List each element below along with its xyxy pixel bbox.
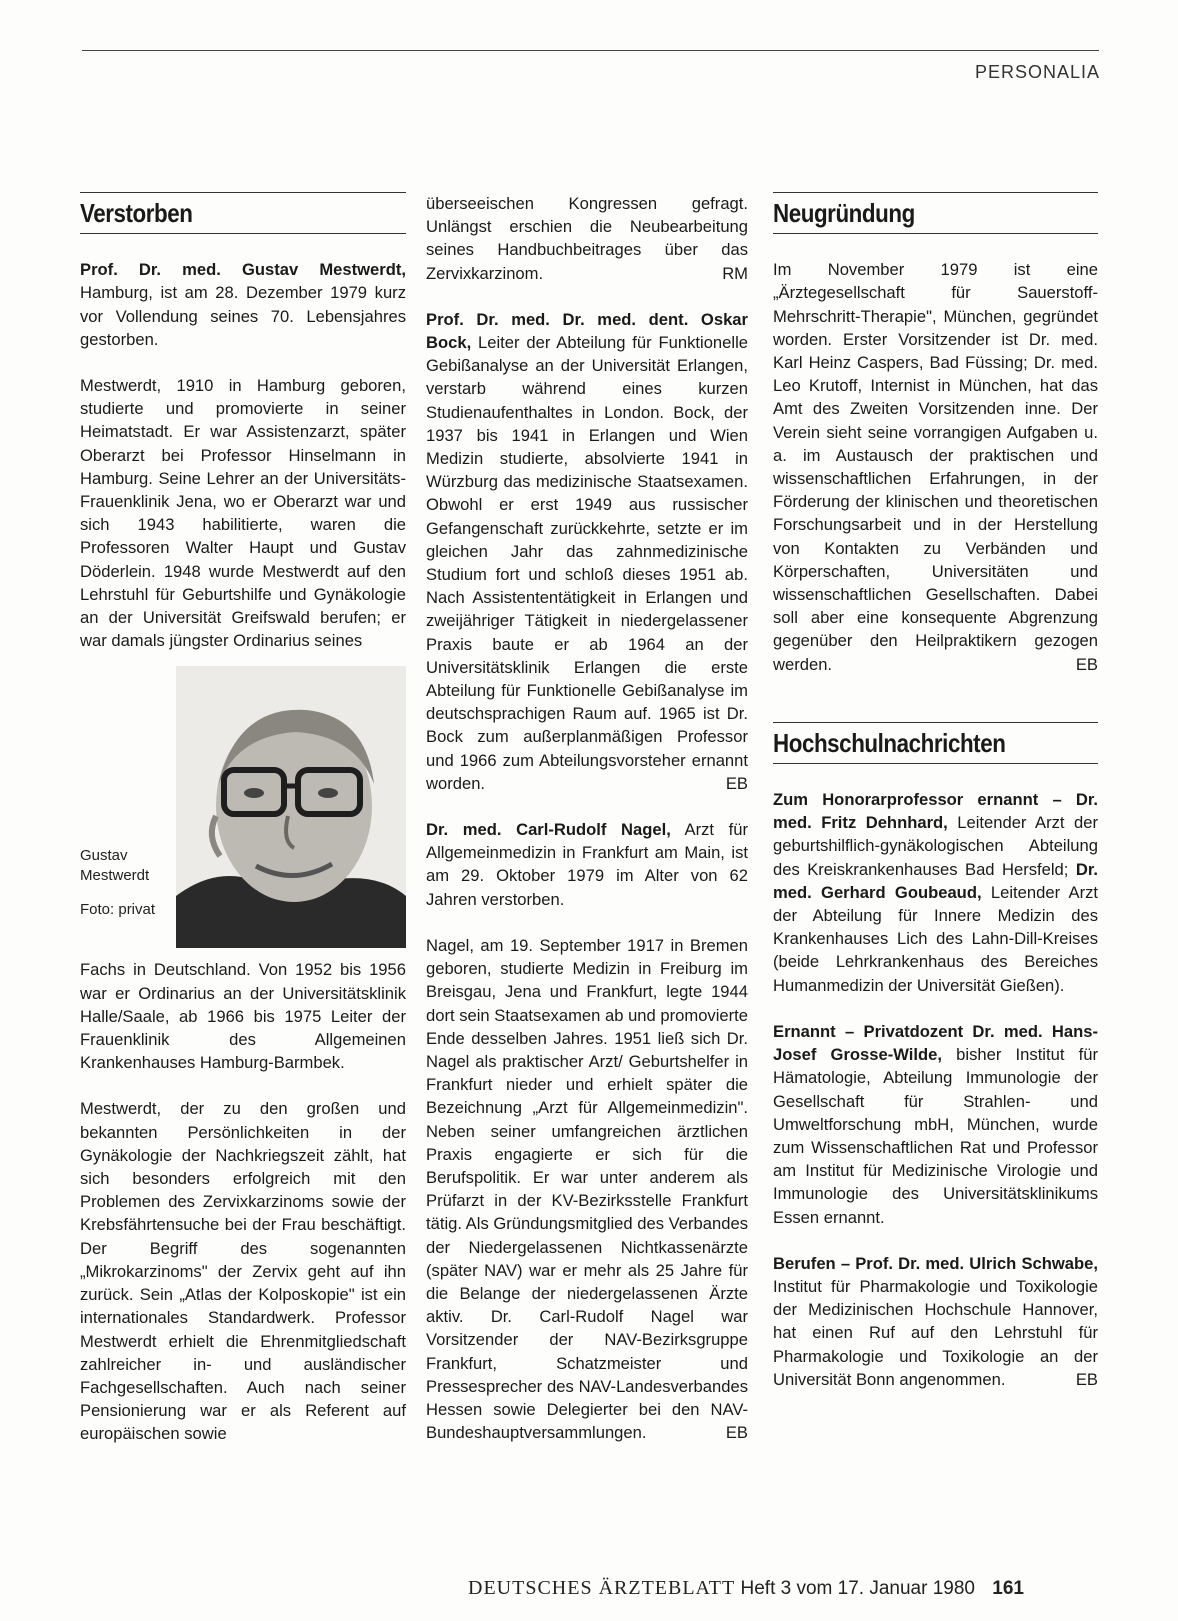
paragraph: Mestwerdt, 1910 in Hamburg geboren, studierte und promovierte in seiner Heimatstadt. Er war Assistenzarzt, später Oberarzt bei Professor Hinselmann in Hamburg. Seine Lehrer an der Universitäts-Frauenklinik Jena, wo er Oberarzt war und sich 1943 habilitierte, waren die Professoren Walter Haupt und Gustav Döderlein. 1948 wurde Mestwerdt auf den Lehrstuhl für Geburtshilfe und Gynäkologie an der Universität Greifswald berufen; er war damals jüngster Ordinarius seines bbox=[80, 376, 406, 651]
photo-block bbox=[80, 666, 406, 948]
paragraph-text: bisher Institut für Hämatologie, Abteilung Immunologie der Gesellschaft für Strahlen- und Umweltforschung mbH, München, wurde zum Wissenschaftlichen Rat und Professor am Institut für Medizinische Virologie und Immunologie des Universitätsklinikums Essen ernannt. bbox=[773, 1045, 1098, 1227]
bold-text: Zum Honorarprofessor ernannt – Dr. med. Fritz Dehnhard, bbox=[773, 790, 1098, 833]
person-name: Prof. Dr. med. Dr. med. dent. Oskar Bock, bbox=[426, 309, 748, 353]
paragraph bbox=[426, 192, 748, 285]
page-number: 161 bbox=[992, 1578, 1024, 1599]
portrait-image bbox=[176, 666, 406, 948]
issue-info: Heft 3 vom 17. Januar 1980 bbox=[740, 1578, 975, 1599]
paragraph-text: Hamburg, ist am 28. Dezember 1979 kurz vor Vollendung seines 70. Lebensjahres gestorben. bbox=[80, 283, 406, 349]
paragraph-text: überseeischen Kongressen gefragt. Unlängst erschien die Neubearbeitung seines Handbuchbeitrages über das Zervixkarzinom. bbox=[426, 194, 748, 283]
obituary-nagel-intro bbox=[426, 818, 748, 911]
paragraph bbox=[773, 1020, 1098, 1229]
paragraph bbox=[426, 934, 748, 1444]
paragraph bbox=[773, 788, 1098, 997]
paragraph-text: Arzt für Allgemeinmedizin in Frankfurt am Main, ist am 29. Oktober 1979 im Alter von 62 Jahren verstorben. bbox=[426, 820, 749, 909]
bold-text: Ernannt – Privatdozent Dr. med. Hans-Josef Grosse-Wilde, bbox=[773, 1021, 1098, 1065]
paragraph-text: Leitender Arzt der geburtshilflich-gynäkologischen Abteilung des Kreiskrankenhauses Bad Hersfeld; bbox=[773, 813, 1098, 879]
magazine-title: DEUTSCHES ÄRZTEBLATT bbox=[468, 1577, 736, 1599]
author-initials: EB bbox=[725, 773, 748, 793]
person-name: Dr. med. Carl-Rudolf Nagel, bbox=[426, 820, 671, 840]
heading-rule bbox=[80, 233, 406, 234]
author-initials: RM bbox=[722, 263, 748, 283]
photo-caption bbox=[80, 666, 176, 948]
heading-rule bbox=[773, 233, 1098, 234]
column-obituaries bbox=[426, 192, 748, 1444]
page-footer bbox=[468, 1577, 1024, 1600]
heading-neugruendung: Neugründung bbox=[773, 198, 915, 228]
heading-verstorben: Verstorben bbox=[80, 198, 193, 228]
paragraph: Fachs in Deutschland. Von 1952 bis 1956 war er Ordinarius an der Universitätsklinik Halle/Saale, ab 1966 bis 1975 Leiter der Frauenklinik des Allgemeinen Krankenhauses Hamburg-Barmbek. bbox=[80, 960, 406, 1073]
heading-rule bbox=[773, 763, 1098, 764]
paragraph-text: Nagel, am 19. September 1917 in Bremen geboren, studierte Medizin in Freiburg im Breisgau, Jena und Frankfurt, legte 1944 dort sein Staatsexamen ab und promovierte Ende desselben Jahres. 1951 ließ sich Dr. Nagel als praktischer Arzt/ Geburtshelfer in Frankfurt nieder und erhielt später die Bezeichnung „Arzt für Allgemeinmedizin". Neben seiner umfangreichen ärztlichen Praxis engagierte er sich für die Berufspolitik. Er war unter anderem als Prüfarzt in der KV-Bezirksstelle Frankfurt tätig. Als Gründungsmitglied des Verbandes der Niedergelassenen Nichtkassenärzte (später NAV) war er mehr als 25 Jahre für die Belange der niedergelassenen Ärzte aktiv. Dr. Carl-Rudolf Nagel war Vorsitzender der NAV-Bezirksgruppe Frankfurt, Schatzmeister und Pressesprecher des NAV-Landesverbandes Hessen sowie Delegierter bei den NAV-Bundeshauptversammlungen. bbox=[426, 935, 748, 1443]
paragraph-text: Im November 1979 ist eine „Ärztegesellschaft für Sauerstoff-Mehrschritt-Therapie", München, gegründet worden. Erster Vorsitzender ist Dr. med. Karl Heinz Caspers, Bad Füssing; Dr. med. Leo Krutoff, Internist in München, hat das Amt des Zweiten Vorsitzenden inne. Der Verein sieht seine vorrangigen Aufgaben u. a. im Austausch der praktischen und wissenschaftlichen Erfahrungen, in der Förderung der klinischen und theoretischen Forschungsarbeit und in der Herstellung von Kontakten zu Verbänden und Körperschaften, Universitäten und wissenschaftlichen Gesellschaften. Dabei soll aber eine konsequente Abgrenzung gegenüber den Heilpraktikern gezogen werden. bbox=[773, 260, 1098, 674]
author-initials: EB bbox=[1075, 1369, 1098, 1389]
paragraph-text: Leiter der Abteilung für Funktionelle Gebißanalyse an der Universität Erlangen, verstarb während eines kurzen Studienaufenthaltes in London. Bock, der 1937 bis 1941 in Erlangen und Wien Medizin studierte, absolvierte 1941 in Würzburg das medizinische Staatsexamen. Obwohl er erst 1949 aus russischer Gefangenschaft zurückkehrte, setzte er im gleichen Jahr das zahnmedizinische Studium fort und schloß dieses 1951 ab. Nach Assistententätigkeit in Erlangen und zweijähriger Tätigkeit in niedergelassener Praxis baute er ab 1964 an der Universitätsklinik Erlangen die erste Abteilung für Funktionelle Gebißanalyse im deutschsprachigen Raum auf. 1965 ist Dr. Bock zum außerplanmäßigen Professor und 1966 zum Abteilungsvorsteher ernannt worden. bbox=[426, 333, 748, 793]
bold-text: Dr. med. Gerhard Goubeaud, bbox=[773, 859, 1098, 902]
header-rule bbox=[82, 50, 1099, 51]
paragraph-text: Leitender Arzt der Abteilung für Innere Medizin des Krankenhauses Lich des Lahn-Dill-Kreises (beide Lehrkrankenhaus des Bereiches Humanmedizin der Universität Gießen). bbox=[773, 882, 1098, 995]
paragraph bbox=[773, 1252, 1098, 1391]
bold-text: Berufen – Prof. Dr. med. Ulrich Schwabe, bbox=[773, 1253, 1098, 1273]
author-initials: EB bbox=[725, 1423, 748, 1443]
column-verstorben bbox=[80, 192, 406, 1446]
paragraph: Mestwerdt, der zu den großen und bekannten Persönlichkeiten in der Gynäkologie der Nachkriegszeit zählt, hat sich besonders erfolgreich mit den Problemen des Zervixkarzinoms sowie der Krebsfährtensuche bei der Frau beschäftigt. Der Begriff des sogenannten „Mikrokarzinoms" der Zervix geht auf ihn zurück. Sein „Atlas der Kolposkopie" ist ein internationales Standardwerk. Professor Mestwerdt erhielt die Ehrenmitgliedschaft zahlreicher in- und ausländischer Fachgesellschaften. Auch nach seiner Pensionierung war er als Referent auf europäischen sowie bbox=[80, 1099, 406, 1444]
column-news bbox=[773, 192, 1098, 1391]
heading-hochschulnachrichten: Hochschulnachrichten bbox=[773, 727, 1006, 758]
portrait-photo bbox=[176, 666, 406, 948]
paragraph bbox=[773, 258, 1098, 676]
obituary-mestwerdt-intro bbox=[80, 258, 406, 351]
section-label: PERSONALIA bbox=[974, 62, 1100, 82]
caption-name: Gustav Mestwerdt bbox=[80, 847, 150, 885]
author-initials: EB bbox=[1075, 654, 1098, 674]
caption-credit: Foto: privat bbox=[80, 901, 156, 919]
paragraph-text: Institut für Pharmakologie und Toxikologie der Medizinischen Hochschule Hannover, hat einen Ruf auf den Lehrstuhl für Pharmakologie und Toxikologie an der Universität Bonn angenommen. bbox=[773, 1276, 1098, 1389]
person-name: Prof. Dr. med. Gustav Mestwerdt, bbox=[80, 260, 406, 280]
obituary-bock bbox=[426, 308, 748, 795]
